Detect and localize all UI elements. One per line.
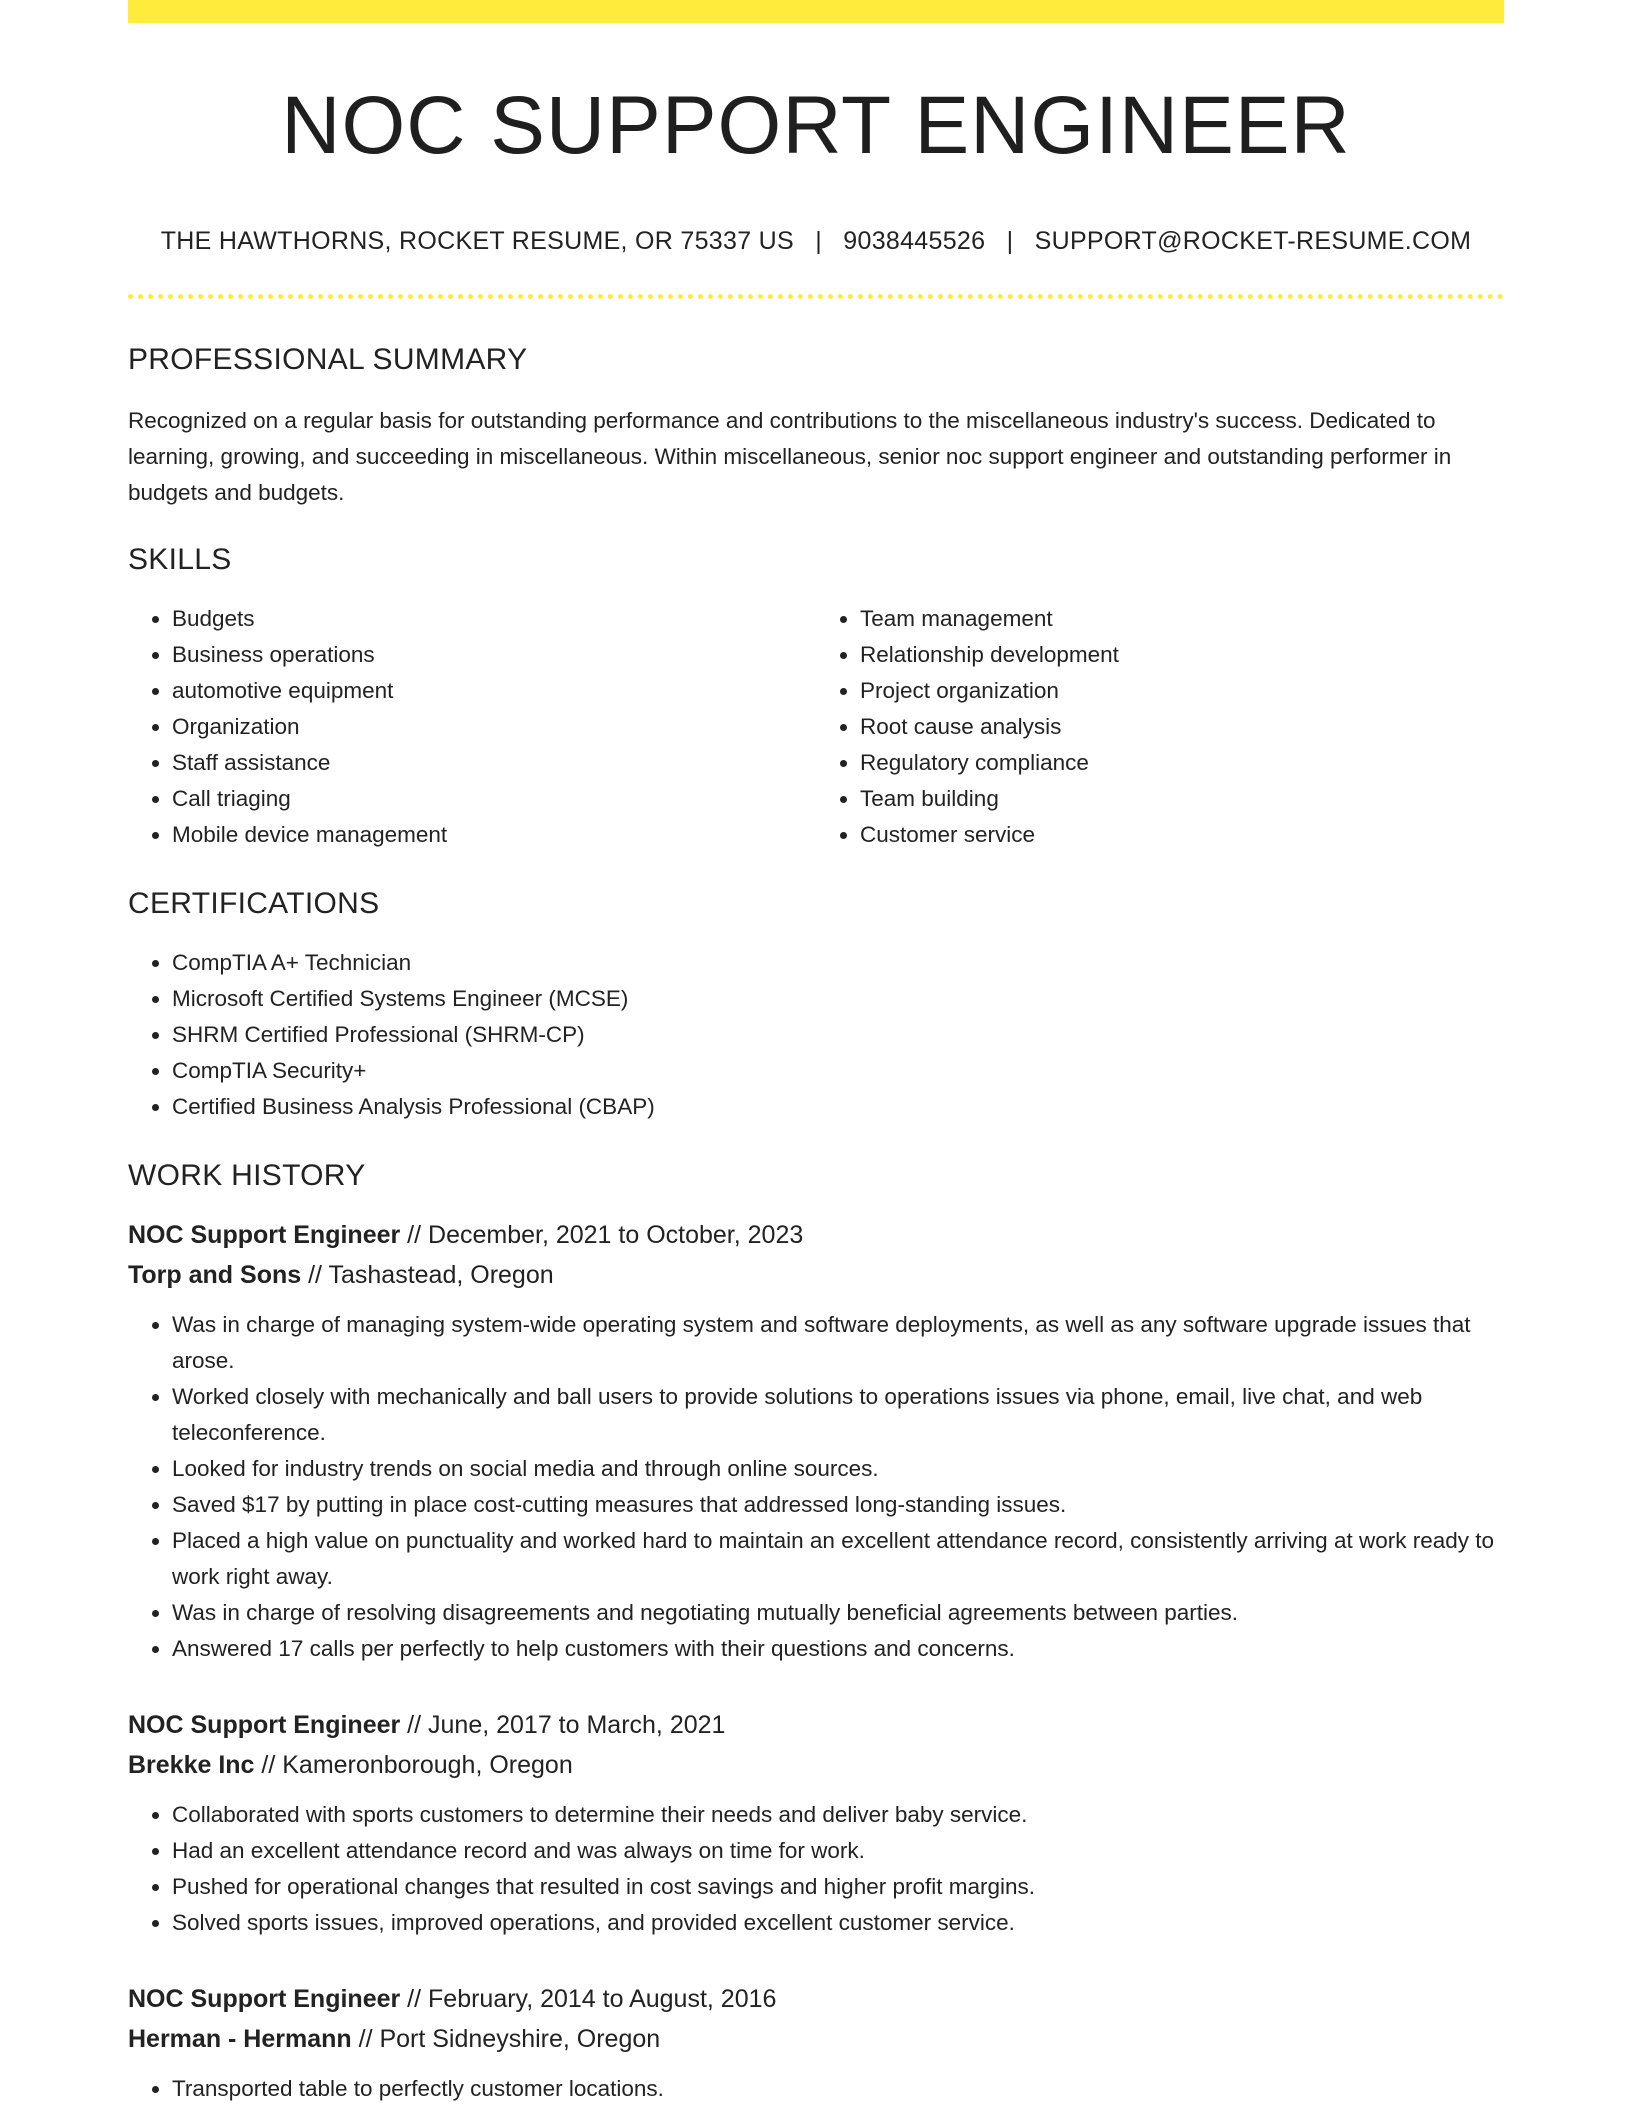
job-entry: [128, 1705, 1504, 1941]
job-company-line: [128, 1255, 1504, 1295]
job-dates: // February, 2014 to August, 2016: [400, 1985, 777, 2014]
skill-item: • Call triaging: [172, 781, 816, 817]
skill-item: • Budgets: [172, 601, 816, 637]
separator: |: [815, 227, 823, 256]
top-accent-bar: [128, 0, 1504, 23]
email: SUPPORT@ROCKET-RESUME.COM: [1034, 227, 1472, 256]
summary-text: Recognized on a regular basis for outstanding performance and contributions to the miscellaneous industry's success. Dedicated to learning, growing, and succeeding in miscellaneous. Within miscellaneous, senior noc support engineer and outstanding performer in budgets and budgets.: [128, 408, 1452, 506]
job-bullets: [128, 1307, 1504, 1667]
skill-item: • Team management: [860, 601, 1504, 637]
job-role: NOC Support Engineer: [128, 1711, 401, 1740]
job-dates: // June, 2017 to March, 2021: [400, 1711, 726, 1740]
summary-heading: PROFESSIONAL SUMMARY: [128, 343, 528, 377]
job-bullet: • Had an excellent attendance record and was always on time for work.: [172, 1833, 1504, 1869]
certifications-heading: CERTIFICATIONS: [128, 887, 380, 921]
job-location: // Kameronborough, Oregon: [254, 1751, 573, 1780]
separator: |: [1006, 227, 1014, 256]
skill-item: • Root cause analysis: [860, 709, 1504, 745]
job-bullet: • Saved $17 by putting in place cost-cutting measures that addressed long-standing issues.: [172, 1487, 1504, 1523]
job-bullet: • Placed a high value on punctuality and worked hard to maintain an excellent attendance record, consistently arriving at work ready to work right away.: [172, 1523, 1504, 1595]
skill-item: • automotive equipment: [172, 673, 816, 709]
skill-item: • Mobile device management: [172, 817, 816, 853]
job-location: // Tashastead, Oregon: [301, 1261, 554, 1290]
skill-item: • Staff assistance: [172, 745, 816, 781]
job-bullet: • Was in charge of resolving disagreements and negotiating mutually beneficial agreements between parties.: [172, 1595, 1504, 1631]
job-entry: [128, 1215, 1504, 1667]
job-company: Brekke Inc: [128, 1751, 255, 1780]
job-bullet: • Pushed for operational changes that resulted in cost savings and higher profit margins.: [172, 1869, 1504, 1905]
job-role: NOC Support Engineer: [128, 1221, 401, 1250]
job-role-line: [128, 1705, 1504, 1745]
contact-line: [128, 227, 1504, 256]
certification-item: • CompTIA Security+: [172, 1053, 1504, 1089]
job-bullet: • Was in charge of managing system-wide operating system and software deployments, as well as any software upgrade issues that arose.: [172, 1307, 1504, 1379]
job-role-line: [128, 1215, 1504, 1255]
job-bullet: • Transported table to perfectly customer locations.: [172, 2071, 1504, 2107]
job-company: Herman - Hermann: [128, 2025, 352, 2054]
job-company: Torp and Sons: [128, 1261, 302, 1290]
certification-item: • Certified Business Analysis Professional (CBAP): [172, 1089, 1504, 1125]
job-dates: // December, 2021 to October, 2023: [400, 1221, 804, 1250]
certification-item: • CompTIA A+ Technician: [172, 945, 1504, 981]
job-bullets: [128, 2071, 1504, 2107]
phone: 9038445526: [843, 227, 986, 256]
skill-item: • Team building: [860, 781, 1504, 817]
job-entry: [128, 1979, 1504, 2107]
certification-item: • Microsoft Certified Systems Engineer (MCSE): [172, 981, 1504, 1017]
skill-item: • Project organization: [860, 673, 1504, 709]
skills-heading: SKILLS: [128, 543, 232, 577]
skill-item: • Regulatory compliance: [860, 745, 1504, 781]
skill-item: • Business operations: [172, 637, 816, 673]
skills-list-left: [128, 601, 816, 853]
job-company-line: [128, 2019, 1504, 2059]
skills-list-right: [816, 601, 1504, 853]
skill-item: • Customer service: [860, 817, 1504, 853]
address: THE HAWTHORNS, ROCKET RESUME, OR 75337 US: [160, 227, 794, 256]
skill-item: • Organization: [172, 709, 816, 745]
job-role-line: [128, 1979, 1504, 2019]
work-history-heading: WORK HISTORY: [128, 1159, 366, 1193]
dotted-divider: [128, 294, 1504, 299]
job-bullet: • Worked closely with mechanically and ball users to provide solutions to operations issues via phone, email, live chat, and web teleconference.: [172, 1379, 1504, 1451]
job-role: NOC Support Engineer: [128, 1985, 401, 2014]
job-location: // Port Sidneyshire, Oregon: [351, 2025, 661, 2054]
certifications-list: [128, 945, 1504, 1125]
certification-item: • SHRM Certified Professional (SHRM-CP): [172, 1017, 1504, 1053]
skill-item: • Relationship development: [860, 637, 1504, 673]
job-company-line: [128, 1745, 1504, 1785]
job-bullet: • Answered 17 calls per perfectly to help customers with their questions and concerns.: [172, 1631, 1504, 1667]
job-bullet: • Solved sports issues, improved operations, and provided excellent customer service.: [172, 1905, 1504, 1941]
resume-page: [128, 0, 1504, 2107]
resume-title: NOC SUPPORT ENGINEER: [281, 80, 1351, 171]
skills-columns: [128, 601, 1504, 853]
job-bullets: [128, 1797, 1504, 1941]
job-bullet: • Looked for industry trends on social media and through online sources.: [172, 1451, 1504, 1487]
job-bullet: • Collaborated with sports customers to determine their needs and deliver baby service.: [172, 1797, 1504, 1833]
